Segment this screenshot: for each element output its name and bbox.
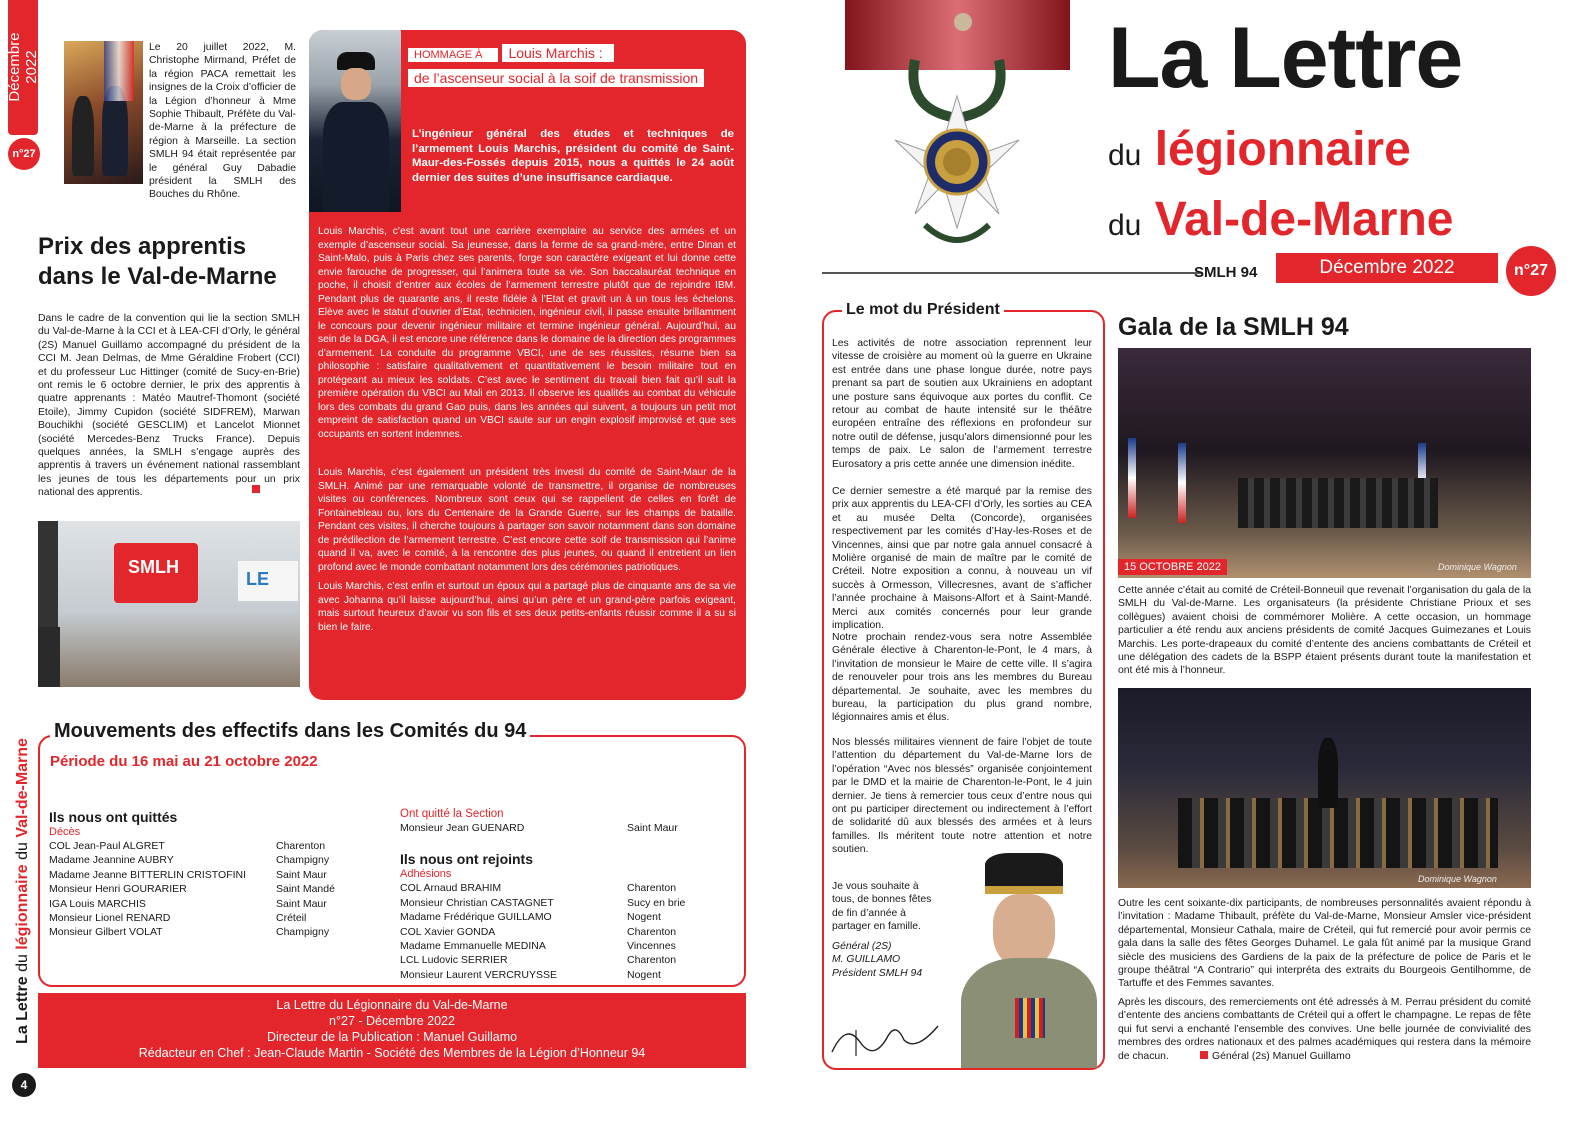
member-name: Monsieur Christian CASTAGNET xyxy=(400,896,554,909)
member-row xyxy=(400,939,740,953)
president-p3: Notre prochain rendez-vous sera notre Assemblée Générale élective à Charenton-le-Pont, le 4 mars, à l’invitation de monsieur le Maire de cette ville. Il s’agira de renouveler pour trois ans les membres du Bureau départemental. Je souhaite, avec les membres du bureau, la participation du plus grand nombre, légionnaires amis et élus. xyxy=(832,632,1092,724)
member-place: Charenton xyxy=(627,882,677,895)
member-name: Monsieur Laurent VERCRUYSSE xyxy=(400,968,557,981)
hommage-heading xyxy=(408,38,738,88)
member-name: Madame Jeannine AUBRY xyxy=(49,854,174,867)
member-place: Charenton xyxy=(627,954,677,967)
member-place: Charenton xyxy=(276,840,326,852)
vertical-date: Décembre 2022 xyxy=(6,32,40,102)
president-signature-block xyxy=(832,940,922,980)
masthead-vdm: Val-de-Marne xyxy=(1154,193,1454,246)
sig-line1: Général (2S) xyxy=(832,941,892,952)
member-row xyxy=(400,881,740,895)
deces-list xyxy=(49,839,349,940)
apprentices-photo: SMLH LE xyxy=(38,521,300,687)
member-row xyxy=(400,953,740,967)
page-number: 4 xyxy=(12,1073,36,1097)
deces-label: Décès xyxy=(49,826,81,838)
footer-panel xyxy=(38,993,746,1068)
mouvements-period: Période du 16 mai au 21 octobre 2022 xyxy=(50,753,318,770)
member-place: Champigny xyxy=(276,854,330,867)
photo-credit-1: Dominique Wagnon xyxy=(1438,562,1517,572)
prefect-caption: Le 20 juillet 2022, M. Christophe Mirmand, Préfet de la région PACA remettait les insignes de la Croix d’officier de la Légion d’honneur à Mme Sophie Thibault, Préfète du Val-de-Marne à la préfecture de région à Marseille. La section SMLH 94 était représentée par le général Guy Dabadie président la SMLH des Bouches du Rhône. xyxy=(149,42,296,201)
member-name: Monsieur Lionel RENARD xyxy=(49,912,171,925)
member-row xyxy=(400,910,740,924)
masthead-du1: du xyxy=(1108,139,1142,172)
issue-date: Décembre 2022 xyxy=(1276,253,1498,283)
president-p1: Les activités de notre association reprennent leur vitesse de croisière au moment où la guerre en Ukraine est entrée dans une phase longue durée, notre pays prenant sa part de soutien aux Ukrainiens en adoptant une posture sans équivoque aux portes du conflit. Ce retour au combat de haute intensité sur le théâtre européen entraîne des réflexions en profondeur sur notre outil de défense, jusqu’alors dimensionné pour les temps de paix. Le salon de l’armement terrestre Eurosatory a pris cette année une dimension inédite. xyxy=(832,338,1092,470)
smlh-label: SMLH 94 xyxy=(1194,264,1258,281)
gala-p3: Après les discours, des remerciements ont été adressés à M. Perrau président du comité d’entente des anciens combattants de Créteil qui a offert le champagne. Le repas de fête qui fut servi a enchanté l’ensemble des convives. Une belle journée de convivialité des membres des ordres nationaux et des palmes académiques qui restera dans la mémoire de chacun. xyxy=(1118,997,1531,1062)
gala-signature xyxy=(1200,1050,1351,1063)
hommage-name: Louis Marchis : xyxy=(502,44,614,62)
member-row xyxy=(400,821,740,835)
vertical-title-b: du xyxy=(14,949,31,977)
issue-number: n°27 xyxy=(1506,246,1556,296)
marchis-portrait xyxy=(309,30,401,212)
adhesions-list xyxy=(400,881,740,982)
hommage-label: HOMMAGE À xyxy=(408,48,498,62)
hommage-subtitle: de l’ascenseur social à la soif de transmission xyxy=(408,69,704,87)
hommage-para2: Louis Marchis, c’est également un président très investi du comité de Saint-Maur de la SMLH. Animé par une remarquable volonté de transmettre, il organise de nombreuses visites ou conférences. Nombreux sont ceux qui se rappellent de celles en forêt de Fontainebleau ou, lors du Centenaire de la Grande Guerre, sur les champs de bataille. Pendant ces visites, il cherche toujours à partager son savoir notamment dans son domaine de prédilection de l’armement terrestre. C’est encore cette soif de transmission qui l’anime quand il va, avec le comité, à la rencontre des plus jeunes, ou quand il entretient un lien profond avec le monde combattant notamment lors des cérémonies patriotiques. xyxy=(318,467,736,573)
issue-badge: n°27 xyxy=(8,138,40,170)
member-row xyxy=(49,853,349,867)
member-name: COL Jean-Paul ALGRET xyxy=(49,840,165,852)
member-row xyxy=(49,839,349,853)
member-name: Monsieur Jean GUENARD xyxy=(400,822,525,834)
president-p4: Nos blessés militaires viennent de faire l’objet de toute l’attention du département du Val-de-Marne lors de l’opération “Avec nos blessés” organisée conjointement par le DMD et la mairie de Charenton-le-Pont, le 4 juin dernier. Je tiens à remercier tous ceux d’entre nous qui ont pu participer directement ou indirectement à l’effort de solidarité dû aux blessés des armées et à leurs familles. Ils méritent toute notre attention et notre soutien. xyxy=(832,737,1092,856)
member-row xyxy=(49,882,349,896)
rejoints-title: Ils nous ont rejoints xyxy=(400,851,534,868)
member-row xyxy=(49,925,349,939)
member-place: Saint Maur xyxy=(276,868,327,881)
prix-body: Dans le cadre de la convention qui lie la section SMLH du Val-de-Marne à la CCI et à LEA-CFI d’Orly, le général (2S) Manuel Guillamo accompagné du président de la CCI M. Jean Delmas, de Mme Géraldine Frobert (CCI) et du professeur Luc Hittinger (comité de Sucy-en-Brie) ont remis le 6 octobre dernier, le prix des apprentis à quatre apprenants : Matéo Mautref-Thomont (société Etoile), Jimmy Cupidon (société SIDFREM), Marwan Bouchikhi (société GESCLIM) et Lancelot Mionnet (société Mercedes-Benz Trucks France). Depuis quelques années, la SMLH s’engage auprès des apprentis à travers un événement national rassemblant les jeunes de tous les départements pour un prix national des apprentis. xyxy=(38,313,300,499)
masthead-legionnaire: légionnaire xyxy=(1154,123,1411,176)
photo-credit-2: Dominique Wagnon xyxy=(1418,874,1497,884)
member-place: Charenton xyxy=(627,925,677,938)
vertical-masthead xyxy=(8,712,38,1074)
vertical-date-tab xyxy=(8,0,38,135)
end-square-2 xyxy=(1200,1051,1208,1059)
member-place: Saint Mandé xyxy=(276,883,335,896)
member-row xyxy=(400,896,740,910)
member-row xyxy=(400,925,740,939)
prefect-ceremony-photo xyxy=(64,41,143,184)
member-name: Madame Emmanuelle MEDINA xyxy=(400,940,546,953)
masthead-du2: du xyxy=(1108,209,1142,242)
gala-signature-text: Général (2s) Manuel Guillamo xyxy=(1212,1051,1351,1062)
member-name: COL Arnaud BRAHIM xyxy=(400,882,502,895)
handwritten-signature xyxy=(826,1012,946,1062)
masthead-title: La Lettre xyxy=(1108,10,1463,106)
smlh-sign: SMLH xyxy=(128,557,179,577)
gala-p2: Outre les cent soixante-dix participants, de nombreuses personnalités avaient répondu à l’invitation : Madame Thibault, préfète du Val-de-Marne, Monsieur Amsler vice-président départemental, Monsieur Cathala, maire de Créteil, qui fut remercié pour avoir permis ce gala dans la salle des fêtes Georges Duhamel. Le gala fût animé par la musique Grand siècle des musiciens des Gardiens de la paix de la préfecture de police de Paris et le groupe théâtral “A Contrario” qui interpréta des extraits du Bourgeois Gentilhomme, de Tartuffe et des Femmes savantes. xyxy=(1118,898,1531,990)
member-place: Nogent xyxy=(627,911,661,924)
vertical-title-a: La Lettre xyxy=(14,976,31,1044)
member-place: Créteil xyxy=(276,912,307,925)
footer-line2: n°27 - Décembre 2022 xyxy=(329,1014,455,1028)
president-p2: Ce dernier semestre a été marqué par la remise des prix aux apprentis du LEA-CFI d’Orly, les sorties au CEA et au musée Delta (Concorde), organisées respectivement par les comités d’Hay-les-Roses et de Vincennes, ainsi que par notre gala annuel consacré à Molière organisé de main de maître par le comité de Créteil. Notre exposition a connu, à nouveau un vif succès à Ormesson, Villecresnes, avant de s’afficher l’année prochaine à Maisons-Alfort et à Saint-Mandé. Merci aux comités concernés pour leur grande implication. xyxy=(832,486,1092,632)
masthead-line2 xyxy=(1108,122,1411,184)
member-row xyxy=(49,911,349,925)
gala-date-tag: 15 OCTOBRE 2022 xyxy=(1118,559,1227,575)
section-column xyxy=(400,807,740,982)
member-name: Monsieur Henri GOURARIER xyxy=(49,883,187,896)
gala-orchestra-photo xyxy=(1118,688,1531,888)
vertical-title-d: du xyxy=(14,837,31,865)
masthead-line3 xyxy=(1108,192,1453,254)
general-portrait xyxy=(955,848,1103,1068)
quittes-title: Ils nous ont quittés xyxy=(49,809,178,825)
quitte-section-list xyxy=(400,821,740,835)
quittes-column xyxy=(49,808,349,940)
quitte-section-label: Ont quitté la Section xyxy=(400,808,504,820)
gala-title: Gala de la SMLH 94 xyxy=(1118,313,1349,341)
sig-line2: M. GUILLAMO xyxy=(832,954,901,966)
adhesions-label: Adhésions xyxy=(400,868,452,881)
vertical-title-c: légionnaire xyxy=(14,864,31,950)
president-p5: Je vous souhaite à tous, de bonnes fêtes de fin d’année à partager en famille. xyxy=(832,881,932,933)
member-name: IGA Louis MARCHIS xyxy=(49,897,146,910)
mouvements-title: Mouvements des effectifs dans les Comités du 94 xyxy=(50,720,530,743)
footer-line4: Rédacteur en Chef : Jean-Claude Martin - Société des Membres de la Légion d’Honneur 94 xyxy=(138,1046,646,1060)
legion-honneur-medal xyxy=(845,0,1070,265)
hommage-lead: L’ingénieur général des études et techniques de l’armement Louis Marchis, président du comité de Saint-Maur-des-Fossés depuis 2015, nous a quittés le 24 août dernier des suites d’une insuffisance cardiaque. xyxy=(412,128,734,184)
member-place: Saint Maur xyxy=(627,822,678,834)
member-place: Champigny xyxy=(276,926,330,939)
member-name: COL Xavier GONDA xyxy=(400,925,496,938)
member-place: Saint Maur xyxy=(276,897,327,910)
gala-stage-photo xyxy=(1118,348,1531,578)
member-place: Sucy en brie xyxy=(627,896,686,909)
prix-title: Prix des apprentis dans le Val-de-Marne xyxy=(38,233,277,290)
member-name: LCL Ludovic SERRIER xyxy=(400,954,508,967)
sig-line3: Président SMLH 94 xyxy=(832,967,923,979)
vertical-title-e: Val-de-Marne xyxy=(14,738,31,838)
footer-line3: Directeur de la Publication : Manuel Guillamo xyxy=(266,1030,518,1044)
member-row xyxy=(400,968,740,982)
member-name: Madame Jeanne BITTERLIN CRISTOFINI xyxy=(49,868,247,881)
gala-p1: Cette année c’était au comité de Créteil-Bonneuil que revenait l’organisation du gala de la SMLH du Val-de-Marne. Les organisateurs (la présidente Christiane Prioux et ses collègues) avaient choisi de commémorer Molière. A cette occasion, un hommage particulier a été rendu aux anciens présidents de comité Jacques Guimezanes et Louis Marchis. Les porte-drapeaux du comité d’entente des anciens combattants de Créteil et une délégation des cadets de la BSPP étaient présents durant toute la manifestation et ont été mis à l’honneur. xyxy=(1118,585,1531,677)
president-title: Le mot du Président xyxy=(842,301,1004,319)
member-row xyxy=(49,868,349,882)
member-name: Madame Frédérique GUILLAMO xyxy=(400,911,552,924)
hommage-para1: Louis Marchis, c’est avant tout une carrière exemplaire au service des armées et un exemple d’ascenseur social. Sa jeunesse, dans la ferme de sa grand-mère, entre Dinan et Saint-Malo, puis à Paris chez ses parents, forge son caractère exigeant et lui donne cette envie farouche de progresser, qui l’animera toute sa vie. Son baccalauréat technique en poche, il choisit d’entrer aux écoles de l’armement terrestre plutôt que de rejoindre IBM. Pendant plus de quarante ans, il reste fidèle à l’Etat et gravit un à un tous les échelons. Elève avec le statut d’ouvrier d’Etat, technicien, ingénieur civil, il passe ensuite brillamment le concours pour devenir ingénieur militaire et termine ingénieur général. Aujourd’hui, au sein de la DGA, il est encore une référence dans le domaine de la direction des programmes d’armement. La conduite du programme VBCI, une de ses réussites, résume bien sa philosophie : satisfaire qualitativement et quantitativement le besoin militaire tout en protégeant au mieux les soldats. C’est avec le sentiment du travail bien fait qu’il suit la première opération du VBCI au Mali en 2013. Il observe les qualités au combat du véhicule lors des combats du grand Gao puis, dans les années qui suivent, a toujours un petit mot empreint de satisfaction quand un VBCI saute sur un engin explosif improvisé et que ses occupants en sortent indemnes. xyxy=(318,226,736,440)
hommage-para3: Louis Marchis, c’est enfin et surtout un époux qui a partagé plus de cinquante ans de sa vie avec Johanna qu’il laisse aujourd’hui, ainsi qu’un père et un grand-père parfois exigeant, mais surtout heureux d’avoir vu son fils et ses deux petits-enfants réussir comme il a su si bien le faire. xyxy=(318,581,736,633)
member-place: Vincennes xyxy=(627,940,676,953)
member-place: Nogent xyxy=(627,968,661,981)
footer-line1: La Lettre du Légionnaire du Val-de-Marne xyxy=(276,998,508,1012)
member-name: Monsieur Gilbert VOLAT xyxy=(49,926,163,939)
masthead-rule xyxy=(822,272,1202,274)
end-square xyxy=(252,485,260,493)
member-row xyxy=(49,897,349,911)
